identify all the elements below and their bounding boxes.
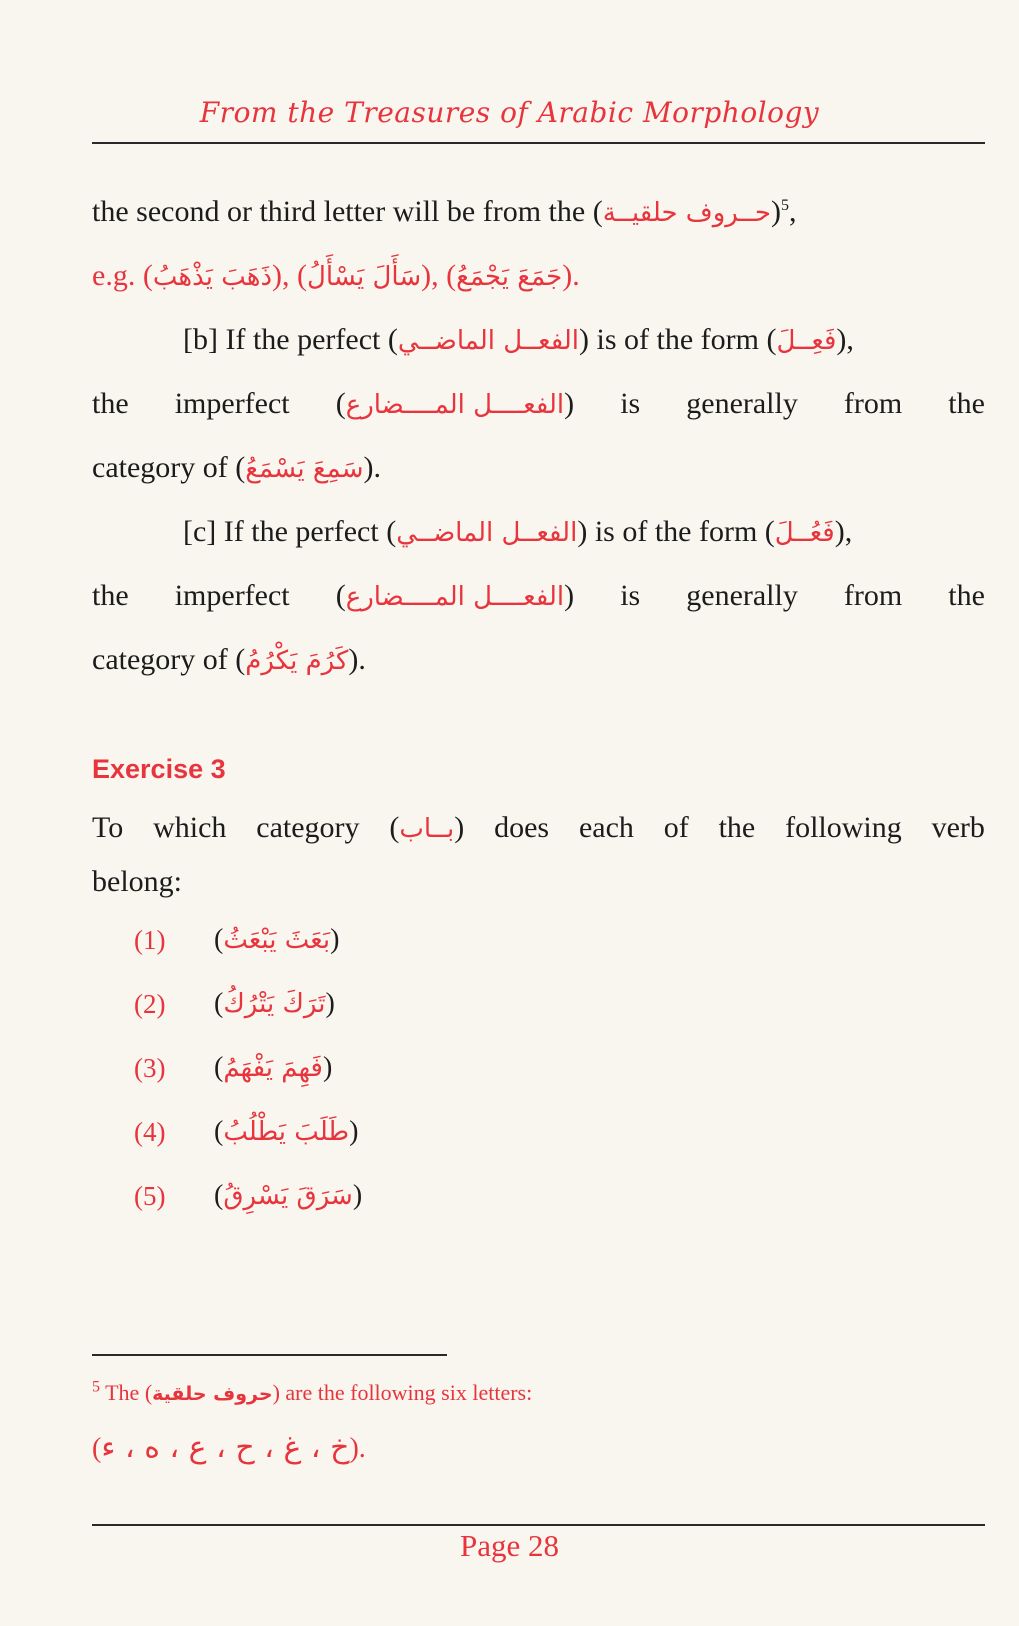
header-rule — [92, 142, 985, 144]
arabic-group: (بــاب) — [389, 811, 465, 844]
arabic-term-huruf-halqiyya: حــروف حلقيــة — [602, 198, 771, 228]
item-verb: تَرَكَ يَتْرُكُ — [223, 989, 326, 1019]
item-verb: طَلَبَ يَطْلُبُ — [223, 1117, 350, 1147]
item-number: (5) — [134, 1181, 166, 1211]
word: the — [92, 579, 129, 612]
arabic-term-perfect: الفعــل الماضــي — [397, 326, 580, 356]
exercise-heading: Exercise 3 — [92, 754, 226, 784]
text: the second or third letter will be from the — [92, 195, 586, 228]
eg-label: e.g. — [92, 259, 136, 292]
paragraph-b-line-2 — [92, 384, 985, 425]
word: generally — [686, 387, 798, 420]
paragraph-label: [b] — [183, 323, 218, 356]
footnote-marker: 5 — [92, 1378, 100, 1396]
arabic-group: (الفعــــل المــــضارع) — [335, 579, 575, 612]
footer-rule — [92, 1524, 985, 1526]
paragraph-b-line-1: [b] If the perfect (الفعــل الماضــي) is of the form (فَعِــلَ), — [183, 323, 854, 356]
exercise-prompt-line-1 — [92, 808, 985, 849]
arabic-letters-list: خ ، غ ، ح ، ع ، ه ، ء — [101, 1430, 350, 1465]
item-number: (4) — [134, 1117, 166, 1147]
exercise-item: (2) ( تَرَكَ يَتْرُكُ ) — [134, 984, 335, 1024]
arabic-form: فَعُــلَ — [774, 518, 835, 548]
example-verb: سَأَلَ يَسْأَلُ — [307, 262, 422, 292]
item-number: (3) — [134, 1053, 166, 1083]
item-verb: سَرَقَ يَسْرِقُ — [223, 1181, 353, 1211]
footnote-reference[interactable]: 5 — [780, 197, 789, 214]
word: each — [578, 811, 634, 844]
text: If the perfect — [225, 323, 381, 356]
exercise-item: (5) ( سَرَقَ يَسْرِقُ ) — [134, 1176, 362, 1216]
example-verb: ذَهَبَ يَذْهَبُ — [152, 262, 273, 292]
arabic-group: (الفعــــل المــــضارع) — [335, 387, 575, 420]
running-header-title: From the Treasures of Arabic Morphology — [199, 96, 820, 129]
arabic-term-imperfect: الفعــــل المــــضارع — [345, 390, 565, 420]
paragraph-label: [c] — [183, 515, 217, 548]
item-verb: بَعَثَ يَبْعَثُ — [223, 925, 331, 955]
word: To — [92, 811, 124, 844]
arabic-category: سَمِعَ يَسْمَعُ — [245, 454, 364, 484]
text: are the following six letters: — [285, 1380, 533, 1405]
punctuation: , — [788, 195, 797, 228]
arabic-term-imperfect: الفعــــل المــــضارع — [345, 582, 565, 612]
text: If the perfect — [223, 515, 379, 548]
word: the — [718, 811, 756, 844]
exercise-item: (3) ( فَهِمَ يَفْهَمُ ) — [134, 1048, 332, 1088]
arabic-term-bab: بــاب — [399, 814, 455, 844]
paragraph-a-line-1: the second or third letter will be from the (حــروف حلقيــة)$^5$, — [92, 195, 797, 228]
word: the — [92, 387, 129, 420]
word: imperfect — [174, 579, 290, 612]
exercise-item: (1) ( بَعَثَ يَبْعَثُ ) — [134, 920, 339, 960]
item-verb: فَهِمَ يَفْهَمُ — [223, 1053, 323, 1083]
item-number: (1) — [134, 925, 166, 955]
word: from — [843, 387, 903, 420]
footnote: $^5$ The (حروف حلقية) are the following six letters: — [92, 1378, 533, 1405]
paragraph-c-line-3: category of (كَرُمَ يَكْرُمُ). — [92, 643, 366, 676]
footnote-letters: (خ ، غ ، ح ، ع ، ه ، ء). — [92, 1430, 366, 1465]
text: category of — [92, 643, 228, 676]
arabic-category: كَرُمَ يَكْرُمُ — [245, 646, 349, 676]
word: verb — [931, 811, 985, 844]
page-number: Page 28 — [459, 1528, 559, 1563]
footnote-separator — [92, 1354, 447, 1356]
word: the — [948, 387, 985, 420]
arabic-term-perfect: الفعــل الماضــي — [396, 518, 578, 548]
example-verb: جَمَعَ يَجْمَعُ — [456, 262, 563, 292]
word: from — [843, 579, 903, 612]
text: The — [105, 1380, 140, 1405]
word: does — [494, 811, 550, 844]
word: of — [663, 811, 689, 844]
paragraph-b-line-3: category of (سَمِعَ يَسْمَعُ). — [92, 451, 381, 484]
word: imperfect — [174, 387, 290, 420]
arabic-form: فَعِــلَ — [776, 326, 837, 356]
arabic-term-huruf-halqiyya: حروف حلقية — [152, 1383, 273, 1405]
item-number: (2) — [134, 989, 166, 1019]
word: which — [153, 811, 227, 844]
text: is of the form — [596, 323, 759, 356]
word: is — [620, 579, 641, 612]
word: is — [620, 387, 641, 420]
exercise-item: (4) ( طَلَبَ يَطْلُبُ ) — [134, 1112, 358, 1152]
text: is of the form — [594, 515, 758, 548]
word: category — [256, 811, 360, 844]
paragraph-a-line-2: e.g. (ذَهَبَ يَذْهَبُ), (سَأَلَ يَسْأَلُ), (جَمَعَ يَجْمَعُ). — [92, 259, 580, 292]
paragraph-c-line-2 — [92, 576, 985, 617]
word: following — [785, 811, 902, 844]
paragraph-c-line-1: [c] If the perfect (الفعــل الماضــي) is of the form (فَعُــلَ), — [183, 515, 853, 548]
text: category of — [92, 451, 228, 484]
word: the — [948, 579, 985, 612]
exercise-prompt-line-2: belong: — [92, 865, 182, 898]
word: generally — [686, 579, 798, 612]
